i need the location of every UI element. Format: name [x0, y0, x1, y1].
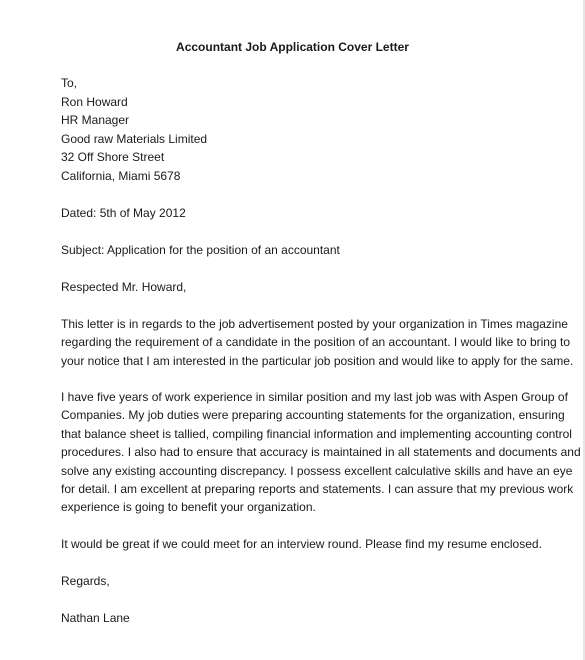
recipient-name: Ron Howard — [61, 95, 128, 109]
paragraph2-line: for detail. I am excellent at preparing reports and statements. I can assure that my previous work — [61, 482, 574, 496]
letter-greeting: Respected Mr. Howard, — [61, 280, 187, 294]
letter-date: Dated: 5th of May 2012 — [61, 206, 186, 220]
recipient-city: California, Miami 5678 — [61, 169, 181, 183]
paragraph1-line: This letter is in regards to the job advertisement posted by your organization in Times magazine — [61, 317, 568, 331]
paragraph2-line: Companies. My job duties were preparing accounting statements for the organization, ensuring — [61, 408, 565, 422]
paragraph1-line: regarding the requirement of a candidate in the position of an accountant. I would like to bring to — [61, 335, 570, 349]
document-title: Accountant Job Application Cover Letter — [176, 40, 409, 54]
paragraph3: It would be great if we could meet for an interview round. Please find my resume enclosed. — [61, 537, 542, 551]
paragraph1-line: your notice that I am interested in the particular job position and would like to apply for the same. — [61, 354, 574, 368]
recipient-company: Good raw Materials Limited — [61, 132, 208, 146]
letter-signature: Nathan Lane — [61, 611, 130, 625]
paragraph2-line: solve any existing accounting discrepancy. I possess excellent calculative skills and have an eye — [61, 464, 573, 478]
paragraph2-line: that balance sheet is tallied, compiling financial information and implementing accounting control — [61, 427, 572, 441]
letter-subject: Subject: Application for the position of an accountant — [61, 243, 340, 257]
paragraph2-line: procedures. I also had to ensure that accuracy is maintained in all statements and documents and — [61, 445, 581, 459]
recipient-role: HR Manager — [61, 113, 130, 127]
paragraph2-line: experience is going to benefit your organization. — [61, 500, 316, 514]
paragraph2-line: I have five years of work experience in similar position and my last job was with Aspen Group of — [61, 390, 568, 404]
letter-closing: Regards, — [61, 574, 110, 588]
recipient-to: To, — [61, 76, 78, 90]
recipient-street: 32 Off Shore Street — [61, 150, 165, 164]
